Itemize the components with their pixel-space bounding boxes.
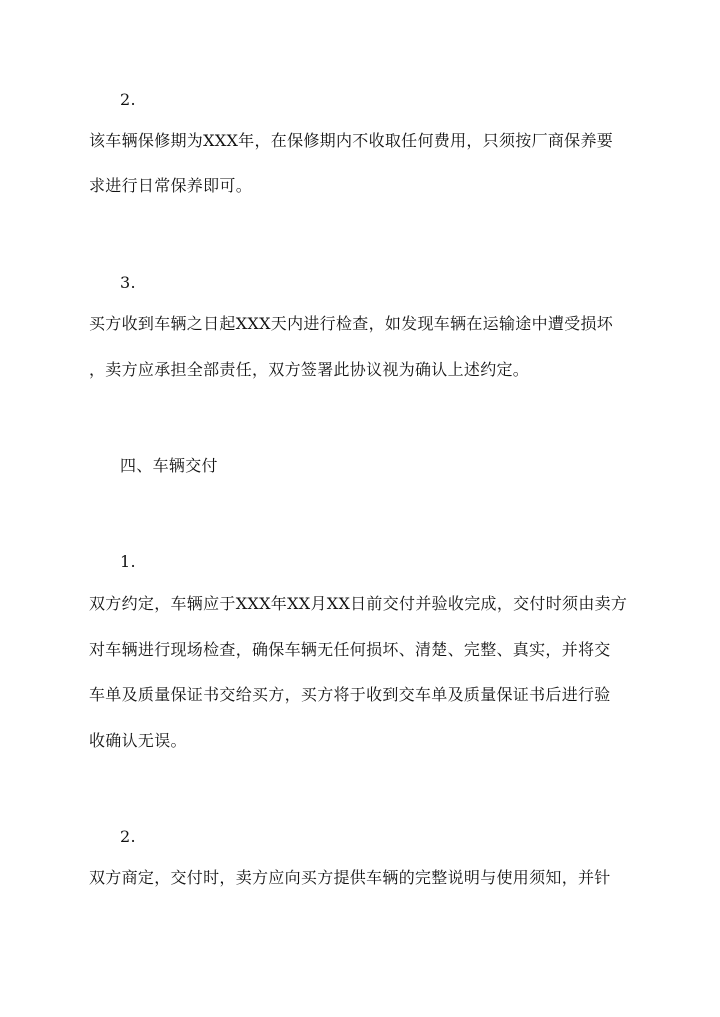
paragraph-line: 求进行日常保养即可。 (89, 176, 253, 195)
item-number-1: 1. (120, 552, 136, 571)
paragraph-line: 收确认无误。 (89, 731, 187, 750)
item-number-2: 2. (120, 827, 136, 846)
item-number-3: 3. (120, 273, 136, 292)
paragraph-line: 双方约定，车辆应于XXX年XX月XX日前交付并验收完成，交付时须由卖方 (89, 594, 628, 613)
paragraph-line: 车单及质量保证书交给买方，买方将于收到交车单及质量保证书后进行验 (89, 685, 611, 704)
section-heading: 四、车辆交付 (120, 456, 218, 475)
paragraph-line: 对车辆进行现场检查，确保车辆无任何损坏、清楚、完整、真实，并将交 (89, 640, 611, 659)
paragraph-line: 该车辆保修期为XXX年，在保修期内不收取任何费用，只须按厂商保养要 (89, 131, 614, 150)
paragraph-line: 双方商定，交付时，卖方应向买方提供车辆的完整说明与使用须知，并针 (89, 868, 611, 887)
item-number-2: 2. (120, 90, 136, 109)
paragraph-line: 买方收到车辆之日起XXX天内进行检查，如发现车辆在运输途中遭受损坏 (89, 314, 614, 333)
paragraph-line: ，卖方应承担全部责任，双方签署此协议视为确认上述约定。 (89, 360, 530, 379)
